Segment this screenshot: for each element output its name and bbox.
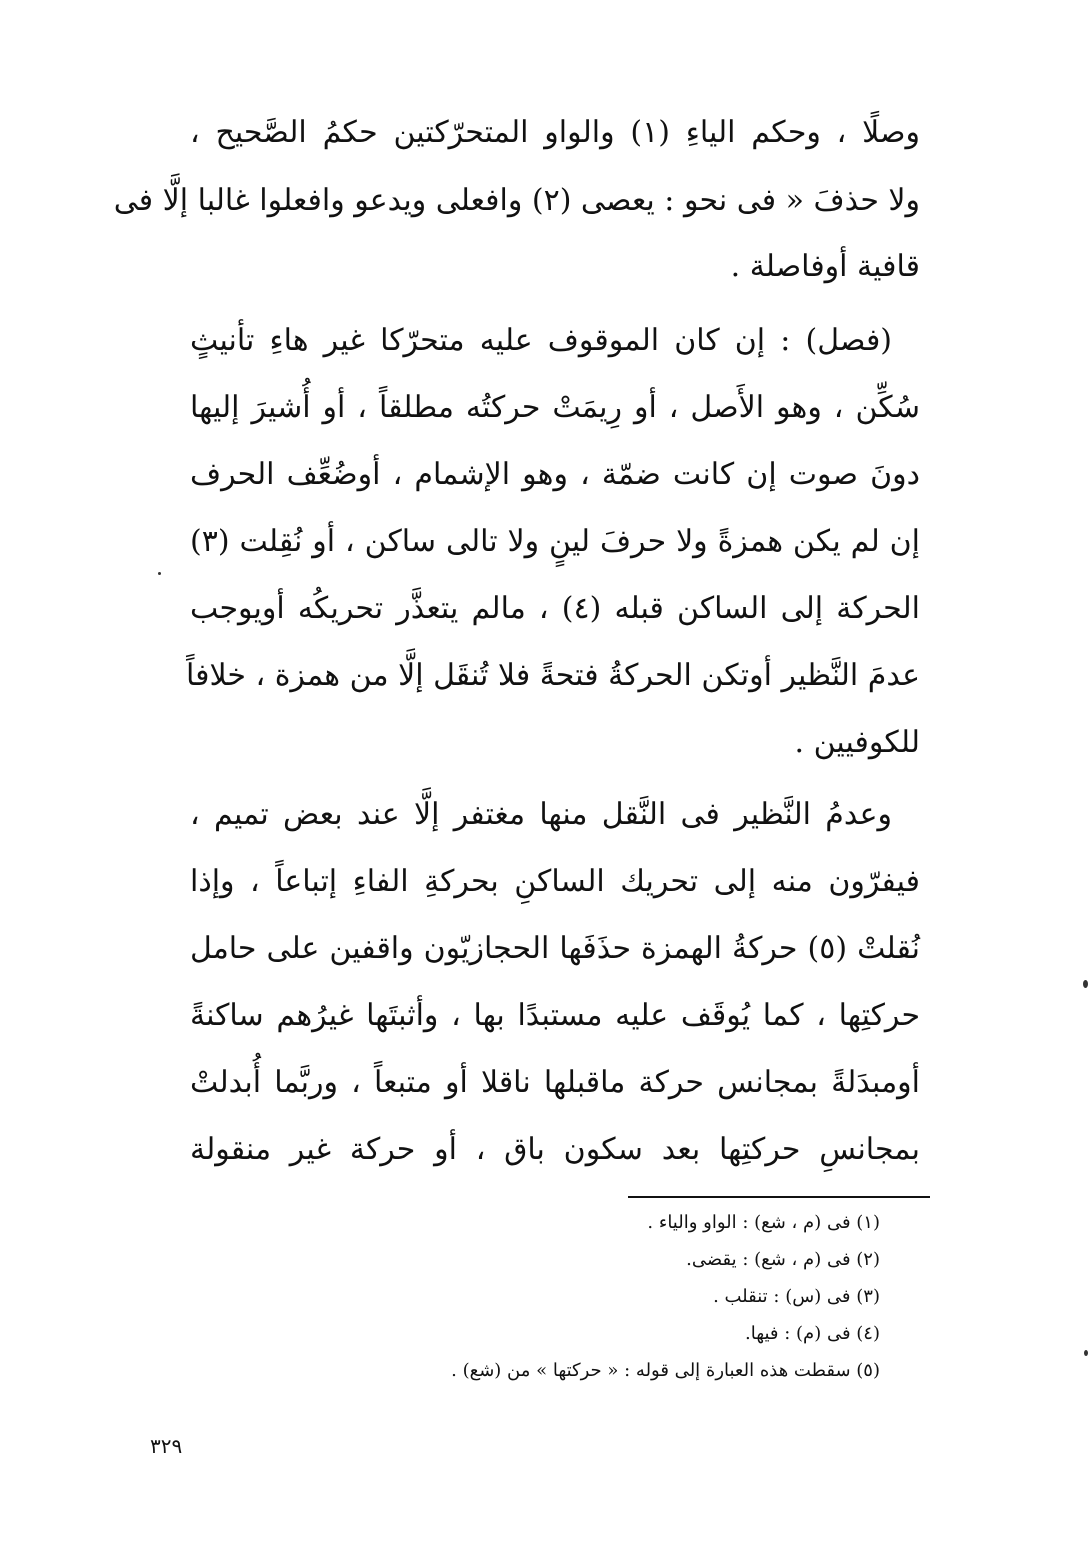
scan-speck [1083,980,1088,988]
text-line: دونَ صوت إن كانت ضمّة ، وهو الإشمام ، أوضُعِّف الحرف [190,457,920,492]
paragraph-2 [186,323,921,768]
text-line: فيفرّون منه إلى تحريك الساكنِ بحركةِ الفاءِ إتباعاً ، وإذا [190,864,920,899]
footnote-4: (٤) فى (م) : فيها. [744,1323,880,1344]
text-line: أومبدَلةً بمجانس حركة ماقبلها ناقلا أو متبعاً ، وربَّما أُبدلتْ [190,1065,920,1100]
text-line: بمجانسِ حركتِها بعد سكون باق ، أو حركة غير منقولة [190,1132,920,1167]
scan-speck [158,572,161,575]
page-number: ٣٢٩ [150,1434,183,1458]
text-line: حركتِها ، كما يُوقَف عليه مستبدًا بها ، وأثبتَها غيرُهم ساكنةً [190,998,920,1033]
paragraph-1 [113,115,921,292]
text-line: ولا حذفَ « فى نحو : يعصى (٢) وافعلى ويدعو وافعلوا غالبا إلَّا فى [113,183,920,218]
footnote-5: (٥) سقطت هذه العبارة إلى قوله : « حركتها » من (شع) . [451,1360,880,1381]
footnote-2: (٢) فى (م ، شع) : يقضى. [686,1249,880,1270]
footnotes [300,1214,880,1386]
text-line: سُكِّن ، وهو الأَصل ، أو رِيمَتْ حركتُه مطلقاً ، أو أُشيرَ إليها [190,390,920,425]
text-line: وصلًا ، وحكم الياءِ (١) والواو المتحرّكتين حكمُ الصَّحيح ، [190,115,921,150]
text-line: قافية أوفاصلة . [730,249,920,284]
text-line: الحركة إلى الساكن قبله (٤) ، مالم يتعذَّر تحريكُه أويوجب [190,591,921,626]
text-line: عدمَ النَّظير أوتكن الحركةُ فتحةً فلا تُنقَل إلَّا من همزة ، خلافاً [186,658,920,693]
scan-speck [1084,1350,1088,1356]
footnote-1: (١) فى (م ، شع) : الواو والياء . [647,1212,880,1233]
footnote-separator [628,1196,930,1198]
footnote-3: (٣) فى (س) : تنقلب . [713,1286,880,1307]
paragraph-3 [190,797,921,1175]
text-line: وعدمُ النَّظير فى النَّقل منها مغتفر إلَّا عند بعض تميم ، [190,797,892,832]
text-line: نُقلتْ (٥) حركةُ الهمزة حذَفَها الحجازيّون واقفين على حامل [190,931,921,966]
text-line: إن لم يكن همزةً ولا حرفَ لينٍ ولا تالى ساكن ، أو نُقِلت (٣) [190,524,920,559]
text-line: (فصل) : إن كان الموقوف عليه متحرّكا غير هاءِ تأنيثٍ [190,323,892,358]
text-line: للكوفيين . [794,725,920,760]
